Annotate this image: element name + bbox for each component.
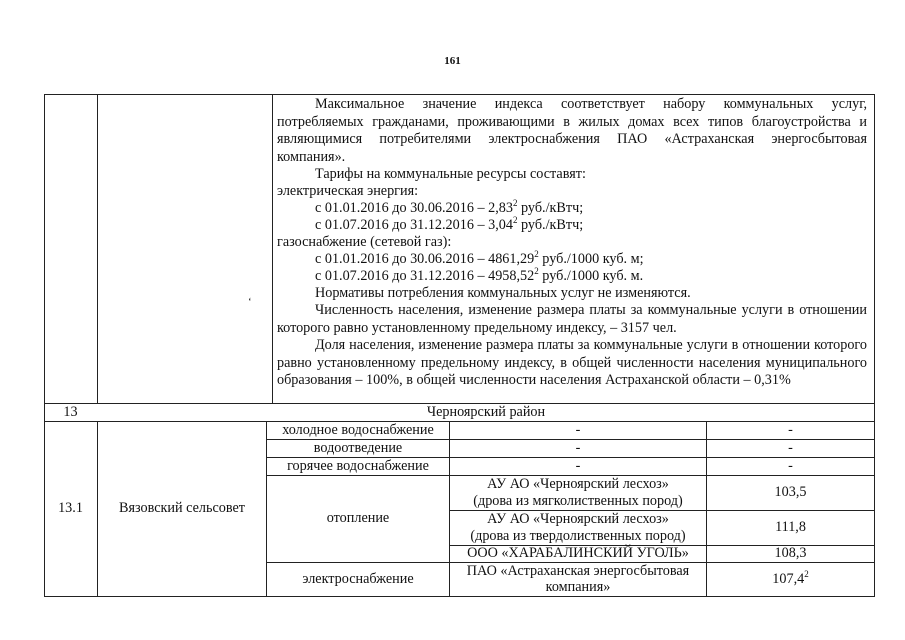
- tariff-line: [315, 217, 583, 235]
- tariff-unit: руб./кВтч;: [517, 200, 584, 216]
- service-name: горячее водоснабжение: [287, 458, 429, 474]
- index-value: -: [788, 440, 793, 456]
- service-name: электроснабжение: [302, 571, 414, 587]
- footnote-mark: 2: [804, 569, 809, 579]
- footnote-mark: 2: [512, 215, 518, 225]
- section-title: Черноярский район: [426, 404, 546, 420]
- footnote-mark: 2: [534, 266, 539, 276]
- paragraph-text: Максимальное значение индекса соответствует набору коммунальных услуг, потребляемых гражданами, проживающими в жилых домах всех типов благоустройства и являющимися потребителями электроснабжения ПАО «Астраханская энергосбытовая компания».: [277, 96, 867, 165]
- electricity-heading: электрическая энергия:: [277, 183, 419, 199]
- paragraph-text: Численность населения, изменение размера платы за коммунальные услуги в отношении которого равно установленному предельному индексу, – 3157 чел.: [277, 302, 867, 336]
- provider-name: АУ АО «Черноярский лесхоз»: [487, 476, 669, 492]
- index-value: 111,8: [775, 519, 806, 535]
- tariff-unit: руб./1000 куб. м.: [538, 268, 644, 284]
- tariff-line: [315, 251, 644, 269]
- table-border-left: [44, 94, 45, 597]
- tariff-value: с 01.07.2016 до 31.12.2016 – 3,04: [315, 217, 513, 233]
- service-name: холодное водоснабжение: [282, 422, 434, 438]
- tariff-unit: руб./1000 куб. м;: [538, 251, 644, 267]
- tariffs-heading: Тарифы на коммунальные ресурсы составят:: [315, 166, 586, 182]
- tariff-line: [315, 200, 583, 218]
- subsection-number: 13.1: [58, 500, 83, 516]
- index-value-cell: [707, 571, 874, 589]
- gas-heading: газоснабжение (сетевой газ):: [277, 234, 452, 250]
- section-number: 13: [63, 404, 78, 420]
- subsection-name: Вязовский сельсовет: [119, 500, 245, 516]
- tariff-value: с 01.07.2016 до 31.12.2016 – 4958,52: [315, 268, 535, 284]
- tariff-line: [315, 268, 643, 286]
- norms-statement: Нормативы потребления коммунальных услуг не изменяются.: [315, 285, 691, 301]
- table-border-top: [44, 94, 875, 95]
- service-name: водоотведение: [313, 440, 403, 456]
- index-value: 103,5: [774, 484, 807, 500]
- population-share-paragraph: [277, 337, 867, 390]
- provider-name: -: [575, 458, 581, 474]
- tariff-value: с 01.01.2016 до 30.06.2016 – 4861,29: [315, 251, 535, 267]
- index-value: 107,4: [772, 571, 805, 587]
- service-name: отопление: [326, 510, 390, 526]
- page-number: 161: [444, 55, 461, 67]
- tariff-value: с 01.01.2016 до 30.06.2016 – 2,83: [315, 200, 513, 216]
- table-border-right: [874, 94, 875, 597]
- provider-detail: компания»: [545, 579, 611, 595]
- provider-name: -: [575, 422, 581, 438]
- table-col-line: [272, 94, 273, 403]
- table-col-line: [97, 94, 98, 403]
- footnote-mark: 2: [512, 198, 518, 208]
- paragraph-text: Доля населения, изменение размера платы за коммунальные услуги в отношении которого равно установленному предельному индексу, в общей численности населения муниципального образования – 100%, в общей численности населения Астраханской области – 0,31%: [277, 337, 867, 389]
- population-count-paragraph: [277, 302, 867, 337]
- stray-mark: ‘: [248, 296, 252, 308]
- provider-name: -: [575, 440, 581, 456]
- index-value: -: [788, 422, 793, 438]
- provider-name: ООО «ХАРАБАЛИНСКИЙ УГОЛЬ»: [467, 545, 689, 561]
- index-value: 108,3: [774, 545, 807, 561]
- provider-detail: (дрова из твердолиственных пород): [470, 528, 686, 544]
- provider-detail: (дрова из мягколиственных пород): [473, 493, 683, 509]
- provider-name: АУ АО «Черноярский лесхоз»: [487, 511, 669, 527]
- tariff-unit: руб./кВтч;: [517, 217, 584, 233]
- provider-name: ПАО «Астраханская энергосбытовая: [466, 563, 690, 579]
- paragraph-max-index: [277, 96, 867, 166]
- footnote-mark: 2: [534, 249, 539, 259]
- index-value: -: [788, 458, 793, 474]
